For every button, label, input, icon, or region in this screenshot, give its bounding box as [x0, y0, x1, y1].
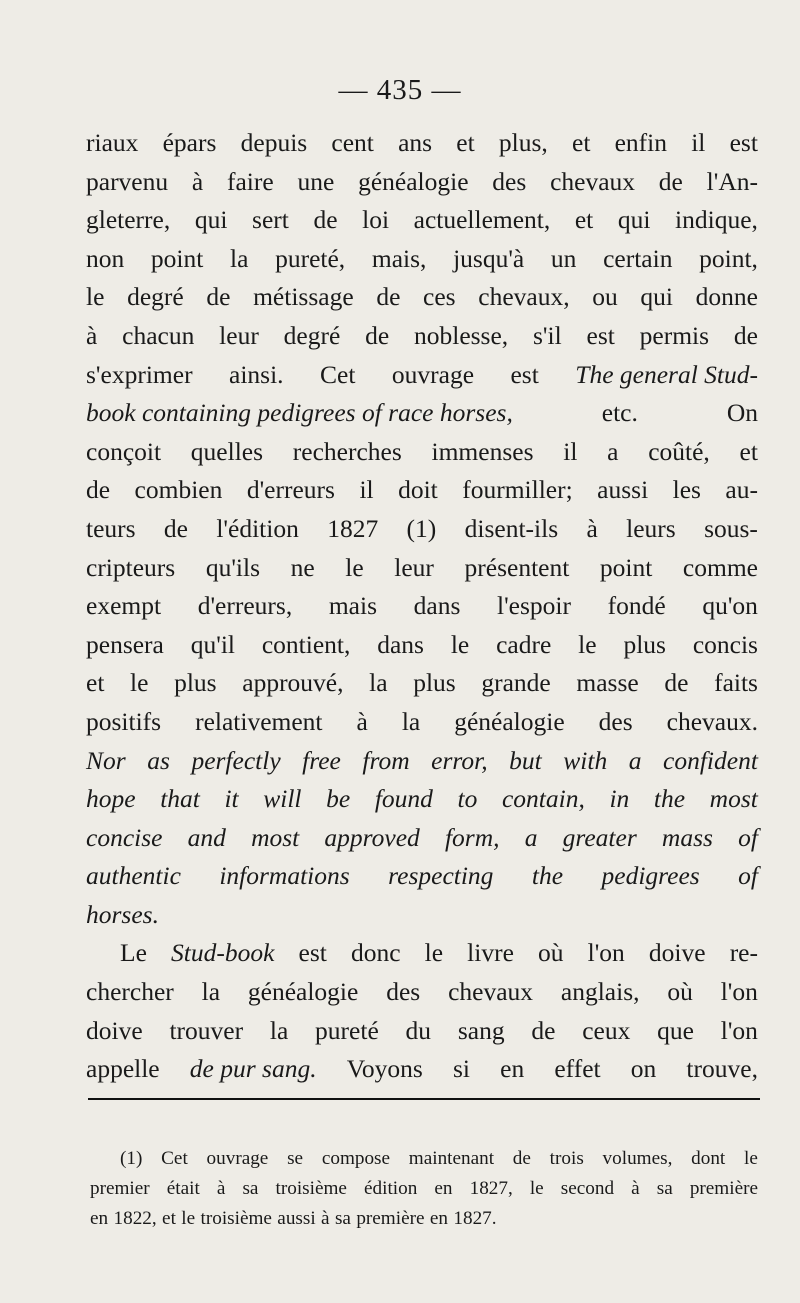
word: point,	[699, 243, 758, 273]
word: troisième	[200, 1208, 272, 1229]
word: Nor	[86, 745, 126, 775]
word: point	[150, 243, 204, 273]
word: the	[531, 861, 564, 891]
word: s'il	[533, 320, 562, 350]
word: ouvrage	[206, 1148, 269, 1169]
word: des	[386, 977, 421, 1007]
word: anglais,	[560, 977, 640, 1007]
word: leur	[394, 552, 434, 582]
text-line	[86, 896, 758, 935]
word: et	[574, 205, 594, 235]
word: et	[739, 436, 758, 466]
word: loi	[362, 205, 390, 235]
word: l'An-	[706, 166, 758, 196]
word: exempt	[86, 591, 162, 621]
word: grande	[481, 668, 551, 698]
word: be	[326, 784, 351, 814]
word: généalogie	[454, 706, 565, 736]
word: est	[298, 938, 327, 968]
word: horses.	[86, 899, 159, 929]
word: combien	[134, 475, 223, 505]
word: effet	[554, 1054, 601, 1084]
text-line	[86, 1012, 758, 1051]
word: gleterre,	[86, 205, 171, 235]
word: dans	[413, 591, 461, 621]
word: les	[672, 475, 701, 505]
word: de pur sang.	[189, 1054, 317, 1084]
word: point	[599, 552, 653, 582]
word: Cet	[161, 1148, 188, 1169]
word: doive	[86, 1015, 143, 1045]
text-line	[90, 1204, 758, 1234]
text-line	[86, 973, 758, 1012]
word: en	[429, 1208, 448, 1229]
word: le	[86, 282, 105, 312]
word: enfin	[614, 128, 668, 157]
word: cent	[331, 128, 374, 157]
word: généalogie	[358, 166, 469, 196]
word: à	[631, 1178, 640, 1199]
word: donne	[695, 282, 758, 312]
word: degré	[283, 320, 341, 350]
text-line	[86, 356, 758, 395]
word: la	[401, 706, 421, 736]
word: free	[302, 745, 341, 775]
word: un	[550, 243, 577, 273]
text-line	[90, 1144, 758, 1174]
word: positifs	[86, 706, 162, 736]
text-line	[86, 587, 758, 626]
word: l'on	[720, 1015, 758, 1045]
word: second	[560, 1178, 615, 1199]
word: ouvrage	[391, 359, 475, 389]
word: re-	[729, 938, 758, 968]
word: compose	[321, 1148, 391, 1169]
word: as	[147, 745, 170, 775]
word: ces	[423, 282, 456, 312]
word: disent-ils	[464, 513, 559, 543]
word: qu'il	[190, 629, 235, 659]
word: it	[224, 784, 239, 814]
word: le	[744, 1148, 758, 1169]
word: of	[738, 861, 758, 891]
word: au-	[725, 475, 758, 505]
word: from	[362, 745, 410, 775]
word: authentic	[86, 861, 181, 891]
word: riaux	[86, 128, 139, 157]
text-line	[86, 780, 758, 819]
word: to	[457, 784, 478, 814]
word: chercher	[86, 977, 174, 1007]
word: chevaux,	[478, 282, 570, 312]
word: de	[658, 166, 683, 196]
word: le	[130, 668, 149, 698]
word: trouver	[169, 1015, 244, 1045]
word: with	[563, 745, 608, 775]
word: généalogie	[247, 977, 359, 1007]
word: but	[509, 745, 542, 775]
word: où	[538, 938, 564, 968]
word: présentent	[464, 552, 570, 582]
word: premier	[90, 1178, 150, 1199]
word: est	[510, 359, 539, 389]
word: l'espoir	[497, 591, 571, 621]
footnote	[90, 1144, 758, 1234]
word: Stud-book	[171, 938, 275, 968]
word: était	[166, 1178, 200, 1199]
word: à	[321, 1208, 330, 1229]
word: teurs	[86, 513, 136, 543]
word: 1827,	[469, 1178, 513, 1199]
word: on	[630, 1054, 657, 1084]
word: en	[500, 1054, 525, 1084]
word: leur	[219, 320, 259, 350]
text-line	[86, 471, 758, 510]
word: recherches	[292, 436, 402, 466]
word: doive	[648, 938, 706, 968]
text-line	[86, 742, 758, 781]
word: qu'on	[702, 591, 758, 621]
text-line	[86, 278, 758, 317]
word: il	[691, 128, 706, 157]
word: concise	[86, 822, 163, 852]
word: l'édition	[216, 513, 299, 543]
word: troisième	[275, 1178, 347, 1199]
word: sa	[334, 1208, 351, 1229]
text-line	[86, 240, 758, 279]
word: chevaux	[550, 166, 636, 196]
word: le	[578, 629, 597, 659]
word: sang	[457, 1015, 505, 1045]
word: ainsi.	[229, 359, 284, 389]
word: chevaux.	[666, 706, 758, 736]
word: et	[162, 1208, 176, 1229]
word: confident	[663, 745, 758, 775]
word: la	[269, 1015, 289, 1045]
word: pureté,	[275, 243, 346, 273]
word: de	[86, 475, 111, 505]
word: sa	[242, 1178, 259, 1199]
text-line	[86, 394, 758, 433]
word: cripteurs	[86, 552, 176, 582]
word: mais,	[371, 243, 427, 273]
word: mass	[661, 822, 713, 852]
word: On	[726, 398, 758, 428]
text-line	[86, 201, 758, 240]
text-line	[86, 1050, 758, 1089]
word: plus	[413, 668, 456, 698]
word: most	[251, 822, 300, 852]
word: de	[376, 282, 401, 312]
word: et	[86, 668, 105, 698]
word: le	[450, 629, 470, 659]
word: appelle	[86, 1054, 160, 1084]
word: hope	[86, 784, 136, 814]
word: et	[456, 128, 475, 157]
word: plus	[174, 668, 217, 698]
word: première	[356, 1208, 425, 1229]
word: à	[86, 320, 98, 350]
word: doit	[398, 475, 438, 505]
word: maintenant	[408, 1148, 495, 1169]
word: il	[563, 436, 578, 466]
text-line	[90, 1174, 758, 1204]
word: permis	[639, 320, 710, 350]
word: masse	[576, 668, 639, 698]
word: degré	[127, 282, 184, 312]
word: la	[201, 977, 221, 1007]
word: sert	[252, 205, 289, 235]
word: plus,	[498, 128, 548, 157]
word: faits	[714, 668, 758, 698]
word: ceux	[582, 1015, 631, 1045]
word: actuellement,	[413, 205, 551, 235]
word: donc	[350, 938, 401, 968]
word: chevaux	[448, 977, 534, 1007]
word: épars	[162, 128, 217, 157]
text-line	[86, 549, 758, 588]
word: le	[529, 1178, 544, 1199]
word: a	[524, 822, 538, 852]
word: coûté,	[648, 436, 710, 466]
word: depuis	[240, 128, 308, 157]
word: concis	[692, 629, 758, 659]
text-line	[86, 163, 758, 202]
word: si	[452, 1054, 470, 1084]
word: certain	[603, 243, 673, 273]
word: jusqu'à	[453, 243, 525, 273]
word: plus	[623, 629, 666, 659]
word: 1827	[327, 513, 379, 543]
word: trouve,	[686, 1054, 758, 1084]
word: qui	[194, 205, 228, 235]
word: mais	[328, 591, 377, 621]
word: que	[657, 1015, 694, 1045]
word: parvenu	[86, 166, 169, 196]
word: le	[424, 938, 444, 968]
word: le	[181, 1208, 196, 1229]
footnote-separator	[88, 1098, 760, 1100]
word: The general Stud-	[575, 359, 758, 389]
word: est	[586, 320, 615, 350]
word: la	[230, 243, 249, 273]
text-line	[86, 664, 758, 703]
word: etc.	[601, 398, 638, 428]
word: ne	[290, 552, 315, 582]
word: sa	[656, 1178, 673, 1199]
word: l'on	[720, 977, 758, 1007]
word: Voyons	[346, 1054, 423, 1084]
word: will	[263, 784, 302, 814]
text-line	[86, 626, 758, 665]
word: s'exprimer	[86, 359, 193, 389]
word: la	[369, 668, 388, 698]
word: de	[365, 320, 390, 350]
word: informations	[219, 861, 350, 891]
word: faire	[227, 166, 274, 196]
word: des	[598, 706, 633, 736]
word: approuvé,	[242, 668, 344, 698]
word: greater	[562, 822, 637, 852]
word: found	[374, 784, 433, 814]
text-line	[86, 317, 758, 356]
word: dans	[377, 629, 424, 659]
word: contient,	[261, 629, 351, 659]
word: quelles	[190, 436, 264, 466]
word: (1)	[406, 513, 437, 543]
text-line	[86, 857, 758, 896]
word: a	[628, 745, 642, 775]
text-line	[86, 433, 758, 472]
word: dont	[691, 1148, 726, 1169]
word: qui	[617, 205, 651, 235]
word: qu'ils	[205, 552, 260, 582]
word: et	[572, 128, 591, 157]
word: de	[313, 205, 338, 235]
word: d'erreurs	[246, 475, 335, 505]
word: se	[287, 1148, 304, 1169]
word: édition	[364, 1178, 418, 1199]
text-line	[86, 510, 758, 549]
word: most	[709, 784, 758, 814]
word: comme	[682, 552, 758, 582]
word: le	[345, 552, 364, 582]
word: qui	[640, 282, 674, 312]
word: première	[689, 1178, 758, 1199]
word: du	[405, 1015, 432, 1045]
word: d'erreurs,	[197, 591, 293, 621]
word: indique,	[675, 205, 758, 235]
word: ans	[398, 128, 433, 157]
word: Le	[120, 938, 147, 968]
word: non	[86, 243, 125, 273]
word: that	[160, 784, 200, 814]
word: en	[90, 1208, 109, 1229]
text-line	[86, 124, 758, 163]
word: l'on	[587, 938, 625, 968]
word: 1822,	[113, 1208, 157, 1229]
word: leurs	[626, 513, 676, 543]
word: noblesse,	[413, 320, 509, 350]
word: error,	[431, 745, 488, 775]
word: de	[733, 320, 758, 350]
word: contain,	[501, 784, 585, 814]
word: book containing pedigrees of race horses,	[86, 398, 513, 428]
word: (1)	[120, 1148, 143, 1169]
word: en	[434, 1178, 453, 1199]
text-line	[86, 819, 758, 858]
word: une	[297, 166, 335, 196]
word: à	[356, 706, 368, 736]
word: of	[738, 822, 758, 852]
word: pedigrees	[601, 861, 700, 891]
word: the	[653, 784, 686, 814]
word: fondé	[607, 591, 666, 621]
word: aussi	[277, 1208, 316, 1229]
word: pureté	[315, 1015, 379, 1045]
word: chacun	[122, 320, 195, 350]
word: des	[492, 166, 527, 196]
word: cadre	[496, 629, 552, 659]
word: in	[609, 784, 630, 814]
word: Cet	[320, 359, 356, 389]
word: sous-	[704, 513, 758, 543]
word: métissage	[253, 282, 354, 312]
word: pensera	[86, 629, 164, 659]
text-line	[86, 703, 758, 742]
word: de	[163, 513, 188, 543]
word: trois	[549, 1148, 584, 1169]
word: immenses	[431, 436, 534, 466]
word: volumes,	[602, 1148, 673, 1169]
word: de	[664, 668, 689, 698]
word: a	[607, 436, 619, 466]
word: est	[729, 128, 758, 157]
word: 1827.	[453, 1208, 497, 1229]
word: de	[206, 282, 231, 312]
word: conçoit	[86, 436, 162, 466]
page-number-header: — 435 —	[338, 74, 462, 106]
word: livre	[467, 938, 514, 968]
word: fourmiller;	[462, 475, 573, 505]
word: ou	[592, 282, 618, 312]
word: respecting	[388, 861, 494, 891]
word: aussi	[597, 475, 649, 505]
word: à	[586, 513, 598, 543]
word: form,	[444, 822, 500, 852]
word: où	[667, 977, 693, 1007]
main-text	[86, 124, 758, 1089]
text-line	[86, 934, 758, 973]
word: de	[512, 1148, 531, 1169]
word: à	[216, 1178, 226, 1199]
word: relativement	[195, 706, 323, 736]
word: and	[187, 822, 226, 852]
word: approved	[324, 822, 420, 852]
word: il	[359, 475, 374, 505]
word: perfectly	[191, 745, 281, 775]
word: à	[191, 166, 204, 196]
word: de	[531, 1015, 556, 1045]
